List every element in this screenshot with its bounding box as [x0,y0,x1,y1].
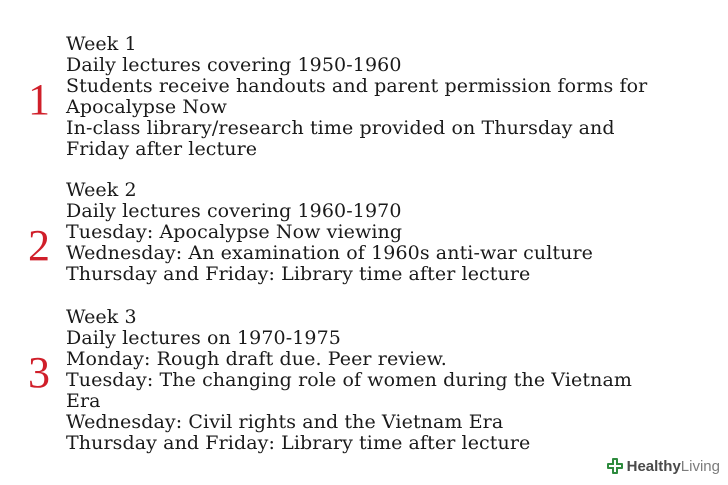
schedule-line: Students receive handouts and parent permission forms for [66,75,648,97]
medical-cross-icon [605,456,625,476]
week-title: Week 3 [66,306,137,328]
schedule-line: Wednesday: Civil rights and the Vietnam Era [66,411,504,433]
week-number: 2 [28,221,50,270]
week-lines [66,307,716,454]
week-number: 3 [28,348,50,397]
schedule-line: Wednesday: An examination of 1960s anti-war culture [66,242,593,264]
schedule-line: Daily lectures on 1970-1975 [66,327,341,349]
schedule-line: Era [66,390,101,412]
week-title: Week 1 [66,33,137,55]
schedule-line: Apocalypse Now [66,96,228,118]
schedule-line: Daily lectures covering 1950-1960 [66,54,402,76]
schedule-line: Friday after lecture [66,138,258,160]
schedule-line: Thursday and Friday: Library time after lecture [66,263,531,285]
schedule-line: Tuesday: Apocalypse Now viewing [66,221,403,243]
schedule-line: In-class library/research time provided on Thursday and [66,117,615,139]
schedule-line: Monday: Rough draft due. Peer review. [66,348,447,370]
week-lines [66,34,716,160]
schedule-line: Daily lectures covering 1960-1970 [66,200,402,222]
logo-text-healthy: Healthy [626,457,681,475]
healthy-living-logo [603,453,724,479]
week-number: 1 [28,75,50,124]
schedule-line: Tuesday: The changing role of women during the Vietnam [66,369,632,391]
logo-text-living: Living [680,457,720,475]
week-lines [66,180,716,285]
schedule-line: Thursday and Friday: Library time after lecture [66,432,531,454]
week-title: Week 2 [66,179,137,201]
